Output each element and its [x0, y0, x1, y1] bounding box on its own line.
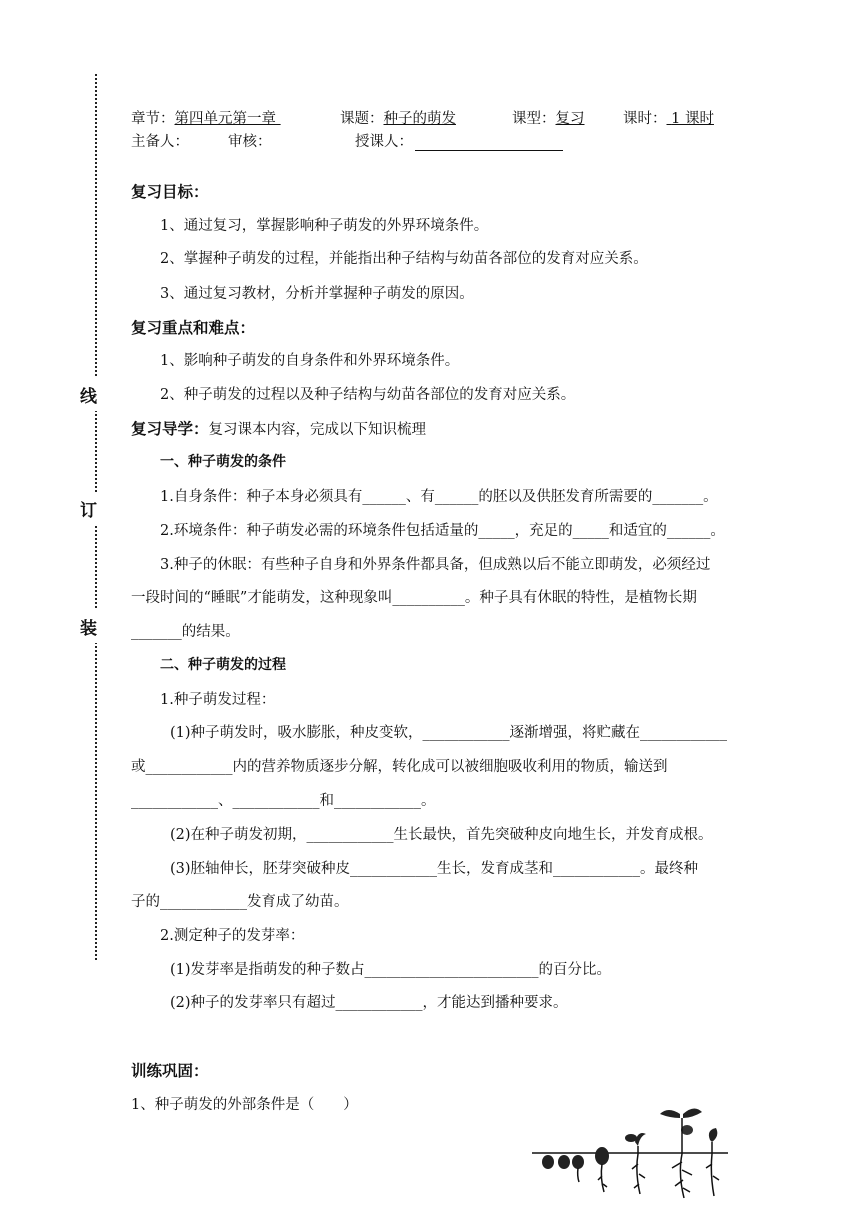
section1-line: 一段时间的“睡眠”才能萌发，这种现象叫__________。种子具有休眠的特性，是植物长期 — [131, 590, 697, 606]
section2-title: 二、种子萌发的过程 — [160, 657, 286, 673]
seed-stage-1 — [542, 1155, 584, 1182]
goal-item: 3、通过复习教材，分析并掌握种子萌发的原因。 — [160, 286, 474, 302]
teacher-label: 授课人： — [355, 134, 413, 150]
period-label: 课时： — [623, 111, 667, 127]
section2-line: ____________、____________和____________。 — [131, 793, 436, 809]
chapter-label: 章节： — [131, 111, 175, 127]
section1-line: 1.自身条件：种子本身必须具有______、有______的胚以及供胚发育所需要的_______。 — [160, 489, 718, 505]
goal-item: 1、通过复习，掌握影响种子萌发的外界环境条件。 — [160, 218, 489, 234]
reviewer-label: 审核： — [228, 134, 272, 150]
section2-line: 或____________内的营养物质逐步分解，转化成可以被细胞吸收利用的物质，输送到 — [131, 759, 668, 775]
type-value: 复习 — [555, 111, 585, 127]
section2-line: 2.测定种子的发芽率： — [160, 928, 305, 944]
section2-line: (2)种子的发芽率只有超过____________，才能达到播种要求。 — [170, 995, 568, 1011]
seed-germination-illustration — [530, 1100, 730, 1200]
seed-stage-5 — [706, 1128, 719, 1196]
section1-line: _______的结果。 — [131, 624, 240, 640]
topic-value: 种子的萌发 — [383, 111, 456, 127]
section2-line: (2)在种子萌发初期，____________生长最快，首先突破种皮向地生长，并发育成根。 — [170, 827, 713, 843]
header-type — [512, 107, 585, 128]
header-topic — [340, 107, 456, 128]
section1-line: 2.环境条件：种子萌发必需的环境条件包括适量的_____，充足的_____和适宜的______。 — [160, 523, 725, 539]
section2-line: 1.种子萌发过程： — [160, 692, 276, 708]
goals-title: 复习目标： — [131, 183, 209, 201]
topic-label: 课题： — [340, 111, 384, 127]
preparer-label: 主备人： — [131, 134, 189, 150]
keypoint-item: 1、影响种子萌发的自身条件和外界环境条件。 — [160, 353, 460, 369]
chapter-value: 第四单元第一章 — [174, 111, 276, 127]
section2-line: (1)发芽率是指萌发的种子数占________________________的百分比。 — [170, 962, 612, 978]
binding-char-xian: 线 — [80, 378, 97, 411]
section2-line: (3)胚轴伸长，胚芽突破种皮____________生长，发育成茎和____________。最终种 — [170, 861, 699, 877]
binding-char-ding: 订 — [80, 492, 97, 525]
header-chapter — [131, 107, 281, 128]
period-value: 1 课时 — [671, 111, 714, 127]
teacher-blank — [415, 135, 563, 151]
training-title: 训练巩固： — [131, 1062, 209, 1080]
section2-line: 子的____________发育成了幼苗。 — [131, 894, 349, 910]
goal-item: 2、掌握种子萌发的过程，并能指出种子结构与幼苗各部位的发育对应关系。 — [160, 251, 648, 267]
seed-stage-2 — [595, 1147, 609, 1192]
header-teacher — [355, 130, 563, 151]
type-label: 课型： — [512, 111, 556, 127]
binding-char-zhuang: 装 — [80, 610, 97, 643]
guide-intro: 复习课本内容，完成以下知识梳理 — [208, 422, 427, 438]
section1-title: 一、种子萌发的条件 — [160, 454, 286, 470]
header-period — [623, 107, 714, 128]
keypoint-item: 2、种子萌发的过程以及种子结构与幼苗各部位的发育对应关系。 — [160, 387, 576, 403]
training-question-1: 1、种子萌发的外部条件是（ ） — [131, 1097, 358, 1113]
seed-stage-3 — [625, 1133, 646, 1194]
guide-title: 复习导学： — [131, 420, 209, 438]
keypoints-title: 复习重点和难点： — [131, 319, 256, 337]
section2-line: (1)种子萌发时，吸水膨胀，种皮变软，____________逐渐增强，将贮藏在____________ — [170, 725, 728, 741]
guide-heading — [131, 417, 426, 439]
section1-line: 3.种子的休眠：有些种子自身和外界条件都具备，但成熟以后不能立即萌发，必须经过 — [160, 557, 711, 573]
